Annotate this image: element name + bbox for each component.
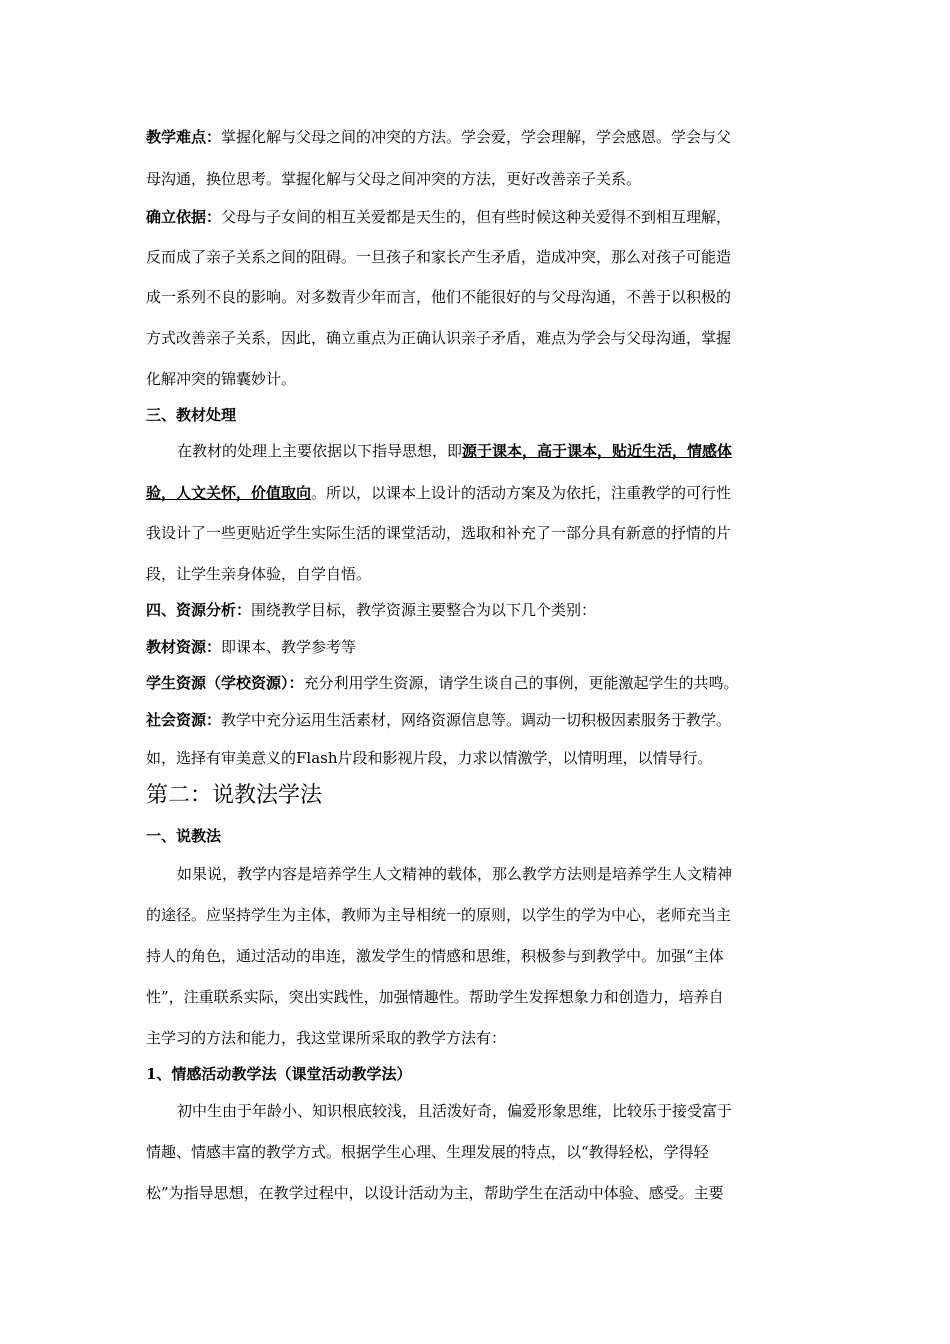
methods-line-5: 主学习的方法和能力，我这堂课所采取的教学方法有：	[146, 1029, 507, 1047]
material-line-3: 我设计了一些更贴近学生实际生活的课堂活动，选取和补充了一部分具有新意的抒情的片	[146, 524, 732, 542]
social-resources-label: 社会资源：	[146, 711, 222, 729]
basis-label: 确立依据：	[146, 208, 222, 226]
emotion-line-3: 松”为指导思想，在教学过程中，以设计活动为主，帮助学生在活动中体验、感受。主要	[146, 1184, 724, 1202]
material-line-4: 段，让学生亲身体验，自学自悟。	[146, 565, 372, 583]
emotion-activity-heading: 1、情感活动教学法（课堂活动教学法）	[146, 1065, 412, 1083]
methods-line-3: 持人的角色，通过活动的串连，激发学生的情感和思维，积极参与到教学中。加强“主体	[146, 947, 724, 965]
resources-line	[146, 600, 806, 620]
material-emphasis-1: 源于课本，高于课本，贴近生活，情感体	[462, 442, 733, 460]
difficulty-text-1: 掌握化解与父母之间的冲突的方法。学会爱，学会理解，学会感恩。学会与父	[221, 128, 732, 146]
textbook-resources-text: 即课本、教学参考等	[221, 638, 357, 656]
difficulty-line-1	[146, 127, 806, 147]
methods-line-4: 性”，注重联系实际，突出实践性，加强情趣性。帮助学生发挥想象力和创造力，培养自	[146, 988, 724, 1006]
methods-line-1: 如果说，教学内容是培养学生人文精神的载体，那么教学方法则是培养学生人文精神	[177, 865, 733, 883]
textbook-resources-line	[146, 637, 806, 657]
material-emphasis-2: 验，人文关怀，价值取向	[146, 484, 312, 502]
basis-line-3: 成一系列不良的影响。对多数青少年而言，他们不能很好的与父母沟通，不善于以积极的	[146, 288, 732, 306]
resources-text: 围绕教学目标，教学资源主要整合为以下几个类别：	[251, 601, 597, 619]
student-resources-label: 学生资源（学校资源）：	[146, 674, 304, 692]
social-resources-line-2: 如，选择有审美意义的Flash片段和影视片段，力求以情激学，以情明理，以情导行。	[146, 749, 713, 767]
basis-line-5: 化解冲突的锦囊妙计。	[146, 370, 297, 388]
basis-text-1: 父母与子女间的相互关爱都是天生的，但有些时候这种关爱得不到相互理解，	[221, 208, 732, 226]
student-resources-line	[146, 673, 806, 693]
emotion-line-2: 情趣、情感丰富的教学方式。根据学生心理、生理发展的特点，以“教得轻松，学得轻	[146, 1143, 709, 1161]
methods-line-2: 的途径。应坚持学生为主体，教师为主导相统一的原则，以学生的学为中心，老师充当主	[146, 906, 732, 924]
methods-title: 第二：说教法学法	[146, 783, 323, 808]
emotion-line-1: 初中生由于年龄小、知识根底较浅，且活泼好奇，偏爱形象思维，比较乐于接受富于	[177, 1102, 733, 1120]
social-resources-text: 教学中充分运用生活素材，网络资源信息等。调动一切积极因素服务于教学。	[221, 711, 732, 729]
material-heading: 三、教材处理	[146, 406, 237, 424]
material-text-2: 。所以，以课本上设计的活动方案及为依托，注重教学的可行性	[311, 484, 732, 502]
basis-line-1	[146, 207, 806, 227]
social-resources-line	[146, 710, 806, 730]
basis-line-2: 反而成了亲子关系之间的阻碍。一旦孩子和家长产生矛盾，造成冲突，那么对孩子可能造	[146, 248, 732, 266]
resources-label: 四、资源分析：	[146, 601, 252, 619]
basis-line-4: 方式改善亲子关系，因此，确立重点为正确认识亲子矛盾，难点为学会与父母沟通，掌握	[146, 329, 732, 347]
teaching-methods-heading: 一、说教法	[146, 827, 222, 845]
difficulty-label: 教学难点：	[146, 128, 222, 146]
difficulty-line-2: 母沟通，换位思考。掌握化解与父母之间冲突的方法，更好改善亲子关系。	[146, 170, 642, 188]
material-line-1	[177, 441, 807, 461]
material-line-2	[146, 483, 806, 503]
student-resources-text: 充分利用学生资源，请学生谈自己的事例，更能激起学生的共鸣。	[303, 674, 739, 692]
material-text-1: 在教材的处理上主要依据以下指导思想，即	[177, 442, 463, 460]
textbook-resources-label: 教材资源：	[146, 638, 222, 656]
